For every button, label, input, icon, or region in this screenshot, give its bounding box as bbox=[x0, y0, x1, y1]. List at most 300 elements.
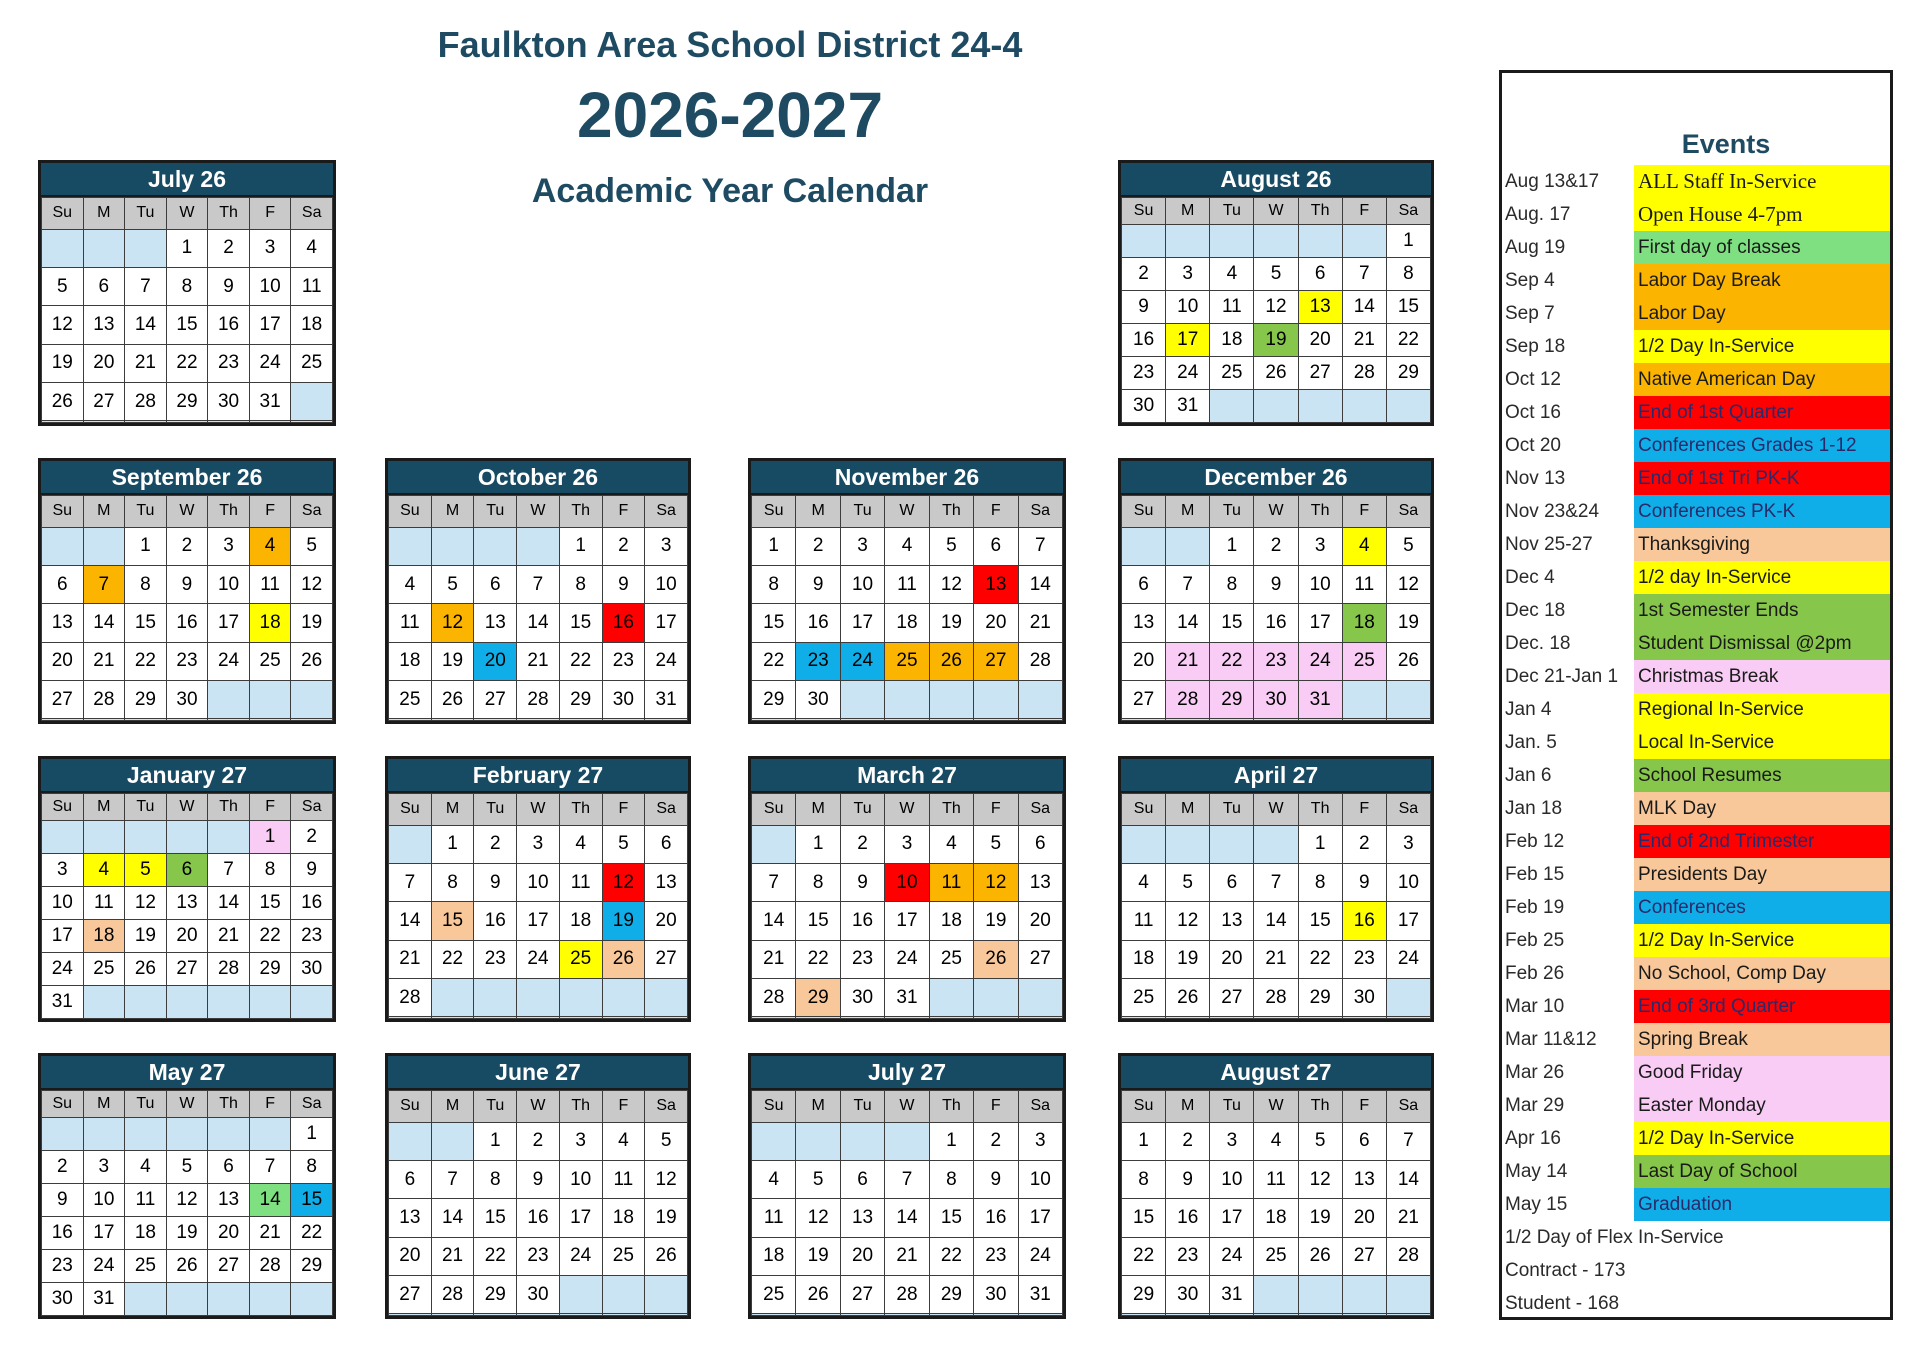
day-cell: 13 bbox=[840, 1199, 884, 1237]
day-cell: 7 bbox=[752, 863, 796, 901]
day-cell: 14 bbox=[83, 604, 125, 642]
day-cell: 23 bbox=[474, 940, 517, 978]
day-cell: 9 bbox=[1342, 863, 1386, 901]
day-cell: 21 bbox=[517, 642, 560, 680]
empty-day-cell bbox=[125, 719, 167, 721]
month-title: April 27 bbox=[1121, 759, 1431, 793]
day-cell: 6 bbox=[1210, 863, 1254, 901]
day-cell: 28 bbox=[885, 1275, 929, 1313]
empty-day-cell bbox=[517, 1314, 560, 1316]
day-cell: 5 bbox=[602, 825, 645, 863]
day-cell: 31 bbox=[83, 1282, 125, 1315]
weekday-header: Tu bbox=[840, 496, 884, 528]
event-label: Native American Day bbox=[1634, 363, 1890, 396]
day-cell: 11 bbox=[929, 863, 973, 901]
empty-day-cell bbox=[1210, 719, 1254, 721]
day-cell: 5 bbox=[645, 1122, 688, 1160]
day-cell: 17 bbox=[645, 604, 688, 642]
day-cell: 23 bbox=[840, 940, 884, 978]
day-cell: 28 bbox=[1342, 357, 1386, 390]
day-cell: 18 bbox=[291, 306, 333, 344]
day-cell: 3 bbox=[42, 854, 84, 887]
day-cell: 20 bbox=[83, 344, 125, 382]
empty-day-cell bbox=[83, 229, 125, 267]
day-cell: 1 bbox=[1386, 225, 1430, 258]
empty-day-cell bbox=[602, 1017, 645, 1019]
month-calendar bbox=[38, 458, 336, 724]
day-cell: 27 bbox=[389, 1275, 432, 1313]
day-cell: 6 bbox=[974, 527, 1018, 565]
day-cell: 26 bbox=[1298, 1237, 1342, 1275]
day-cell: 17 bbox=[1210, 1199, 1254, 1237]
day-cell: 28 bbox=[752, 978, 796, 1016]
event-label: 1/2 day In-Service bbox=[1634, 561, 1890, 594]
day-cell: 26 bbox=[1386, 642, 1430, 680]
empty-day-cell bbox=[840, 1122, 884, 1160]
day-cell: 21 bbox=[249, 1217, 291, 1250]
day-cell: 19 bbox=[974, 902, 1018, 940]
day-cell: 25 bbox=[885, 642, 929, 680]
day-cell: 4 bbox=[885, 527, 929, 565]
weekday-header: Th bbox=[208, 1091, 250, 1118]
day-cell: 12 bbox=[1254, 291, 1298, 324]
month-title: January 27 bbox=[41, 759, 333, 793]
day-cell: 30 bbox=[796, 680, 840, 718]
empty-day-cell bbox=[929, 680, 973, 718]
weekday-header: Su bbox=[42, 794, 84, 821]
empty-day-cell bbox=[291, 421, 333, 423]
day-cell: 8 bbox=[249, 854, 291, 887]
event-date: Sep 18 bbox=[1505, 336, 1566, 357]
day-cell: 20 bbox=[474, 642, 517, 680]
day-cell: 17 bbox=[1298, 604, 1342, 642]
month-title: November 26 bbox=[751, 461, 1063, 495]
day-cell: 23 bbox=[796, 642, 840, 680]
event-date: Dec 4 bbox=[1505, 567, 1555, 588]
empty-day-cell bbox=[166, 1282, 208, 1315]
day-cell: 24 bbox=[249, 344, 291, 382]
day-cell: 16 bbox=[1254, 604, 1298, 642]
day-cell: 20 bbox=[208, 1217, 250, 1250]
day-cell: 4 bbox=[291, 229, 333, 267]
event-row bbox=[1502, 1089, 1890, 1122]
weekday-header: W bbox=[166, 496, 208, 528]
empty-day-cell bbox=[1254, 389, 1298, 422]
event-row bbox=[1502, 231, 1890, 264]
day-cell: 26 bbox=[125, 953, 167, 986]
month-calendar bbox=[385, 756, 691, 1022]
day-cell: 30 bbox=[602, 680, 645, 718]
empty-day-cell bbox=[974, 978, 1018, 1016]
empty-day-cell bbox=[752, 719, 796, 721]
day-cell: 6 bbox=[1122, 565, 1166, 603]
day-cell: 22 bbox=[166, 344, 208, 382]
empty-day-cell bbox=[752, 1017, 796, 1019]
weekday-header: F bbox=[249, 1091, 291, 1118]
weekday-header: Su bbox=[1122, 1091, 1166, 1123]
empty-day-cell bbox=[1254, 225, 1298, 258]
empty-day-cell bbox=[1018, 719, 1062, 721]
day-cell: 29 bbox=[474, 1275, 517, 1313]
day-cell: 20 bbox=[42, 642, 84, 680]
day-cell: 20 bbox=[1342, 1199, 1386, 1237]
empty-day-cell bbox=[1298, 1275, 1342, 1313]
empty-day-cell bbox=[431, 978, 474, 1016]
event-label: End of 3rd Quarter bbox=[1634, 990, 1890, 1023]
day-cell: 11 bbox=[389, 604, 432, 642]
weekday-header: Sa bbox=[1386, 496, 1430, 528]
empty-day-cell bbox=[249, 1282, 291, 1315]
empty-day-cell bbox=[1166, 527, 1210, 565]
weekday-header: Su bbox=[42, 1091, 84, 1118]
empty-day-cell bbox=[291, 382, 333, 420]
weekday-header: Su bbox=[1122, 794, 1166, 826]
day-cell: 27 bbox=[1342, 1237, 1386, 1275]
weekday-header: M bbox=[83, 1091, 125, 1118]
event-label: No School, Comp Day bbox=[1634, 957, 1890, 990]
empty-day-cell bbox=[42, 527, 84, 565]
day-cell: 5 bbox=[431, 565, 474, 603]
day-cell: 19 bbox=[1166, 940, 1210, 978]
day-cell: 17 bbox=[249, 306, 291, 344]
events-note: Student - 168 bbox=[1505, 1293, 1620, 1314]
empty-day-cell bbox=[602, 719, 645, 721]
day-cell: 4 bbox=[125, 1151, 167, 1184]
day-cell: 25 bbox=[559, 940, 602, 978]
weekday-header: F bbox=[1342, 1091, 1386, 1123]
weekday-header: W bbox=[166, 794, 208, 821]
day-cell: 22 bbox=[431, 940, 474, 978]
month-title: July 26 bbox=[41, 163, 333, 197]
empty-day-cell bbox=[474, 1017, 517, 1019]
day-cell: 24 bbox=[1210, 1237, 1254, 1275]
day-cell: 21 bbox=[1018, 604, 1062, 642]
day-cell: 27 bbox=[166, 953, 208, 986]
event-row bbox=[1502, 726, 1890, 759]
day-cell: 9 bbox=[1166, 1160, 1210, 1198]
month-title: February 27 bbox=[388, 759, 688, 793]
event-row bbox=[1502, 924, 1890, 957]
event-date: Mar 11&12 bbox=[1505, 1029, 1597, 1050]
day-cell: 30 bbox=[517, 1275, 560, 1313]
day-cell: 24 bbox=[1018, 1237, 1062, 1275]
day-cell: 3 bbox=[645, 527, 688, 565]
weekday-header: Su bbox=[389, 496, 432, 528]
event-row bbox=[1502, 396, 1890, 429]
empty-day-cell bbox=[974, 1314, 1018, 1316]
day-cell: 9 bbox=[1254, 565, 1298, 603]
day-cell: 18 bbox=[752, 1237, 796, 1275]
empty-day-cell bbox=[885, 1017, 929, 1019]
day-cell: 4 bbox=[249, 527, 291, 565]
day-cell: 20 bbox=[840, 1237, 884, 1275]
day-cell: 3 bbox=[1018, 1122, 1062, 1160]
empty-day-cell bbox=[125, 821, 167, 854]
day-cell: 16 bbox=[166, 604, 208, 642]
day-cell: 15 bbox=[752, 604, 796, 642]
empty-day-cell bbox=[974, 719, 1018, 721]
day-cell: 30 bbox=[1166, 1275, 1210, 1313]
day-cell: 7 bbox=[1386, 1122, 1430, 1160]
weekday-header: Su bbox=[42, 198, 84, 230]
day-cell: 21 bbox=[1166, 642, 1210, 680]
empty-day-cell bbox=[208, 719, 250, 721]
day-cell: 2 bbox=[517, 1122, 560, 1160]
day-cell: 19 bbox=[929, 604, 973, 642]
month-calendar bbox=[385, 458, 691, 724]
day-cell: 12 bbox=[796, 1199, 840, 1237]
weekday-header: M bbox=[83, 198, 125, 230]
day-cell: 31 bbox=[1210, 1275, 1254, 1313]
weekday-header: Tu bbox=[125, 794, 167, 821]
day-cell: 29 bbox=[1122, 1275, 1166, 1313]
day-cell: 5 bbox=[1166, 863, 1210, 901]
empty-day-cell bbox=[602, 978, 645, 1016]
day-cell: 18 bbox=[1210, 324, 1254, 357]
day-cell: 9 bbox=[840, 863, 884, 901]
empty-day-cell bbox=[602, 1275, 645, 1313]
weekday-header: Tu bbox=[474, 794, 517, 826]
day-cell: 2 bbox=[840, 825, 884, 863]
event-row bbox=[1502, 429, 1890, 462]
day-cell: 5 bbox=[1386, 527, 1430, 565]
event-row bbox=[1502, 198, 1890, 231]
day-cell: 26 bbox=[796, 1275, 840, 1313]
day-cell: 19 bbox=[1298, 1199, 1342, 1237]
event-date: Feb 26 bbox=[1505, 963, 1565, 984]
empty-day-cell bbox=[1298, 389, 1342, 422]
event-date: Dec 18 bbox=[1505, 600, 1566, 621]
day-cell: 21 bbox=[431, 1237, 474, 1275]
day-cell: 30 bbox=[840, 978, 884, 1016]
empty-day-cell bbox=[208, 985, 250, 1018]
empty-day-cell bbox=[125, 229, 167, 267]
month-title: September 26 bbox=[41, 461, 333, 495]
empty-day-cell bbox=[389, 719, 432, 721]
day-cell: 11 bbox=[125, 1184, 167, 1217]
day-cell: 15 bbox=[166, 306, 208, 344]
weekday-header: Tu bbox=[125, 1091, 167, 1118]
day-cell: 10 bbox=[83, 1184, 125, 1217]
empty-day-cell bbox=[249, 1118, 291, 1151]
day-cell: 8 bbox=[752, 565, 796, 603]
day-cell: 16 bbox=[291, 887, 333, 920]
day-cell: 26 bbox=[645, 1237, 688, 1275]
weekday-header: M bbox=[1166, 198, 1210, 225]
day-cell: 29 bbox=[1386, 357, 1430, 390]
day-cell: 20 bbox=[645, 902, 688, 940]
weekday-header: Su bbox=[389, 1091, 432, 1123]
empty-day-cell bbox=[42, 719, 84, 721]
day-cell: 21 bbox=[83, 642, 125, 680]
day-cell: 22 bbox=[125, 642, 167, 680]
empty-day-cell bbox=[559, 1275, 602, 1313]
day-cell: 23 bbox=[291, 920, 333, 953]
day-cell: 7 bbox=[83, 565, 125, 603]
day-cell: 16 bbox=[602, 604, 645, 642]
empty-day-cell bbox=[42, 421, 84, 423]
day-cell: 16 bbox=[1166, 1199, 1210, 1237]
empty-day-cell bbox=[1210, 825, 1254, 863]
day-cell: 29 bbox=[1210, 680, 1254, 718]
day-cell: 1 bbox=[929, 1122, 973, 1160]
empty-day-cell bbox=[885, 680, 929, 718]
day-cell: 20 bbox=[1122, 642, 1166, 680]
day-cell: 8 bbox=[166, 267, 208, 305]
day-cell: 5 bbox=[929, 527, 973, 565]
day-cell: 25 bbox=[291, 344, 333, 382]
day-cell: 14 bbox=[1386, 1160, 1430, 1198]
weekday-header: Th bbox=[1298, 1091, 1342, 1123]
day-cell: 27 bbox=[474, 680, 517, 718]
day-cell: 6 bbox=[474, 565, 517, 603]
day-cell: 3 bbox=[1166, 258, 1210, 291]
weekday-header: W bbox=[885, 794, 929, 826]
day-cell: 12 bbox=[974, 863, 1018, 901]
event-row bbox=[1502, 363, 1890, 396]
weekday-header: F bbox=[249, 198, 291, 230]
day-cell: 7 bbox=[1166, 565, 1210, 603]
day-cell: 27 bbox=[1298, 357, 1342, 390]
day-cell: 21 bbox=[1254, 940, 1298, 978]
event-label: Labor Day Break bbox=[1634, 264, 1890, 297]
day-cell: 28 bbox=[517, 680, 560, 718]
day-cell: 22 bbox=[929, 1237, 973, 1275]
day-cell: 11 bbox=[885, 565, 929, 603]
empty-day-cell bbox=[796, 719, 840, 721]
weekday-header: F bbox=[1342, 198, 1386, 225]
empty-day-cell bbox=[208, 421, 250, 423]
weekday-header: M bbox=[431, 794, 474, 826]
empty-day-cell bbox=[602, 1314, 645, 1316]
day-cell: 3 bbox=[840, 527, 884, 565]
empty-day-cell bbox=[83, 421, 125, 423]
day-cell: 16 bbox=[208, 306, 250, 344]
weekday-header: Sa bbox=[1386, 1091, 1430, 1123]
event-label: ALL Staff In-Service bbox=[1634, 165, 1890, 198]
event-date: Apr 16 bbox=[1505, 1128, 1561, 1149]
empty-day-cell bbox=[83, 719, 125, 721]
day-cell: 14 bbox=[885, 1199, 929, 1237]
day-cell: 24 bbox=[840, 642, 884, 680]
day-cell: 31 bbox=[1018, 1275, 1062, 1313]
day-cell: 27 bbox=[42, 680, 84, 718]
weekday-header: F bbox=[602, 1091, 645, 1123]
day-cell: 3 bbox=[517, 825, 560, 863]
day-cell: 22 bbox=[1210, 642, 1254, 680]
day-cell: 23 bbox=[166, 642, 208, 680]
day-cell: 27 bbox=[83, 382, 125, 420]
day-cell: 17 bbox=[1166, 324, 1210, 357]
day-cell: 31 bbox=[645, 680, 688, 718]
empty-day-cell bbox=[840, 719, 884, 721]
school-year-title: 2026-2027 bbox=[576, 79, 884, 151]
day-cell: 25 bbox=[389, 680, 432, 718]
day-cell: 13 bbox=[389, 1199, 432, 1237]
day-cell: 26 bbox=[1166, 978, 1210, 1016]
day-cell: 22 bbox=[796, 940, 840, 978]
event-row bbox=[1502, 495, 1890, 528]
empty-day-cell bbox=[1342, 719, 1386, 721]
weekday-header: Su bbox=[389, 794, 432, 826]
event-label: Local In-Service bbox=[1634, 726, 1890, 759]
events-panel bbox=[1499, 70, 1893, 1320]
day-cell: 25 bbox=[1342, 642, 1386, 680]
empty-day-cell bbox=[1342, 389, 1386, 422]
day-cell: 14 bbox=[752, 902, 796, 940]
empty-day-cell bbox=[431, 1017, 474, 1019]
empty-day-cell bbox=[208, 680, 250, 718]
month-calendar bbox=[38, 160, 336, 426]
day-cell: 10 bbox=[559, 1160, 602, 1198]
month-calendar bbox=[1118, 756, 1434, 1022]
day-cell: 5 bbox=[1298, 1122, 1342, 1160]
empty-day-cell bbox=[517, 978, 560, 1016]
weekday-header: Su bbox=[1122, 198, 1166, 225]
empty-day-cell bbox=[1254, 1275, 1298, 1313]
month-calendar bbox=[748, 458, 1066, 724]
empty-day-cell bbox=[249, 421, 291, 423]
day-cell: 30 bbox=[1254, 680, 1298, 718]
day-cell: 13 bbox=[645, 863, 688, 901]
day-cell: 14 bbox=[389, 902, 432, 940]
event-date: Mar 26 bbox=[1505, 1062, 1565, 1083]
day-cell: 24 bbox=[645, 642, 688, 680]
day-cell: 15 bbox=[559, 604, 602, 642]
day-cell: 17 bbox=[559, 1199, 602, 1237]
day-cell: 18 bbox=[249, 604, 291, 642]
empty-day-cell bbox=[389, 1017, 432, 1019]
day-cell: 2 bbox=[474, 825, 517, 863]
weekday-header: W bbox=[1254, 1091, 1298, 1123]
day-cell: 25 bbox=[602, 1237, 645, 1275]
empty-day-cell bbox=[929, 719, 973, 721]
event-date: Dec. 18 bbox=[1505, 633, 1571, 654]
day-cell: 9 bbox=[208, 267, 250, 305]
day-cell: 14 bbox=[249, 1184, 291, 1217]
day-cell: 11 bbox=[1254, 1160, 1298, 1198]
event-row bbox=[1502, 858, 1890, 891]
empty-day-cell bbox=[431, 719, 474, 721]
weekday-header: Th bbox=[208, 496, 250, 528]
day-cell: 24 bbox=[559, 1237, 602, 1275]
day-cell: 20 bbox=[974, 604, 1018, 642]
weekday-header: Sa bbox=[1018, 794, 1062, 826]
empty-day-cell bbox=[1342, 225, 1386, 258]
weekday-header: F bbox=[249, 794, 291, 821]
month-title: July 27 bbox=[751, 1056, 1063, 1090]
day-cell: 3 bbox=[1386, 825, 1430, 863]
day-cell: 7 bbox=[208, 854, 250, 887]
day-cell: 14 bbox=[517, 604, 560, 642]
weekday-header: Th bbox=[559, 1091, 602, 1123]
weekday-header: W bbox=[885, 496, 929, 528]
day-cell: 25 bbox=[125, 1250, 167, 1283]
event-row bbox=[1502, 264, 1890, 297]
weekday-header: Sa bbox=[291, 496, 333, 528]
day-cell: 8 bbox=[559, 565, 602, 603]
empty-day-cell bbox=[1210, 225, 1254, 258]
day-cell: 18 bbox=[885, 604, 929, 642]
day-cell: 14 bbox=[208, 887, 250, 920]
day-cell: 23 bbox=[517, 1237, 560, 1275]
event-date: May 15 bbox=[1505, 1194, 1568, 1215]
day-cell: 10 bbox=[1018, 1160, 1062, 1198]
month-title: October 26 bbox=[388, 461, 688, 495]
day-cell: 20 bbox=[1298, 324, 1342, 357]
day-cell: 6 bbox=[42, 565, 84, 603]
weekday-header: Tu bbox=[1210, 1091, 1254, 1123]
